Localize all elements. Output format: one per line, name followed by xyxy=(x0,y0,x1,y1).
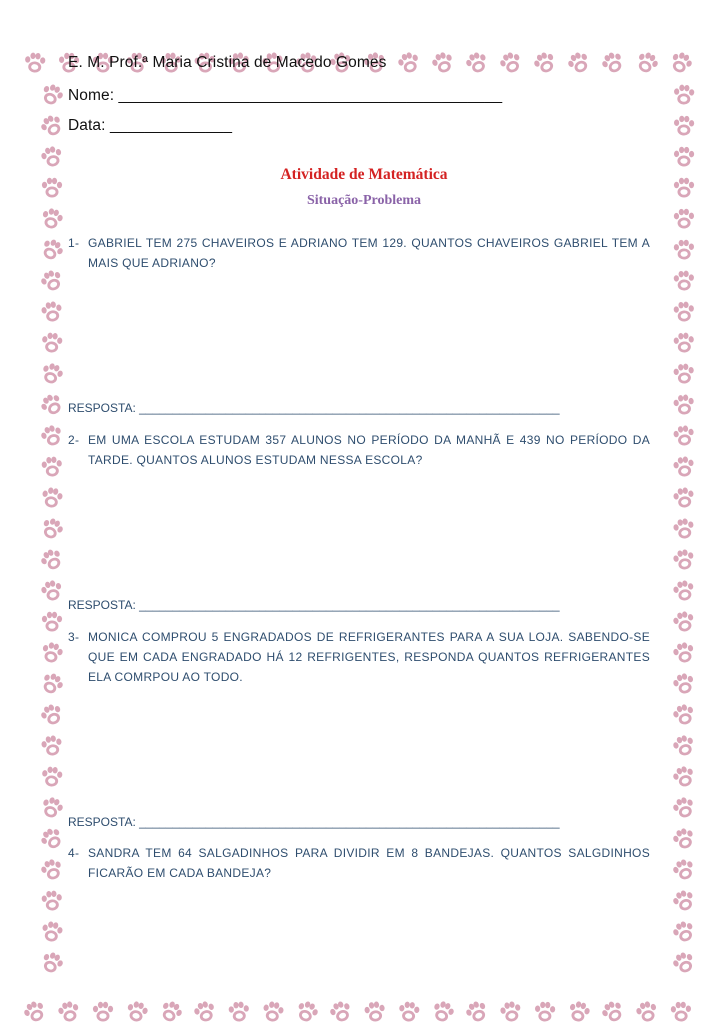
paw-print-icon xyxy=(39,733,65,759)
paw-print-icon xyxy=(39,113,65,139)
paw-print-icon xyxy=(39,857,65,883)
question-number: 3- xyxy=(68,630,80,644)
paw-print-icon xyxy=(464,50,490,76)
question-4 xyxy=(68,843,650,883)
paw-print-icon xyxy=(671,795,697,821)
paw-print-icon xyxy=(90,999,116,1025)
paw-print-icon xyxy=(39,919,65,945)
paw-print-icon xyxy=(22,999,48,1025)
paw-print-icon xyxy=(396,50,422,76)
paw-print-icon xyxy=(226,999,252,1025)
paw-print-icon xyxy=(671,640,697,666)
paw-print-icon xyxy=(39,516,65,542)
question-number: 4- xyxy=(68,846,80,860)
activity-title: Atividade de Matemática xyxy=(280,166,448,183)
paw-print-icon xyxy=(39,826,65,852)
answer-line-2: RESPOSTA: _______________________________________________________________ xyxy=(68,598,560,612)
paw-print-icon xyxy=(671,237,697,263)
paw-print-icon xyxy=(362,999,388,1025)
paw-print-icon xyxy=(39,764,65,790)
question-2 xyxy=(68,430,650,470)
date-field-line: Data: ______________ xyxy=(68,117,233,134)
paw-print-icon xyxy=(600,50,626,76)
paw-print-icon xyxy=(39,423,65,449)
paw-print-icon xyxy=(39,547,65,573)
paw-print-icon xyxy=(671,888,697,914)
paw-print-icon xyxy=(294,999,320,1025)
question-text: SANDRA TEM 64 SALGADINHOS PARA DIVIDIR EM 8 BANDEJAS. QUANTOS SALGDINHOS FICARÃO EM CADA BANDEJA? xyxy=(88,846,650,880)
paw-print-icon xyxy=(671,733,697,759)
paw-print-icon xyxy=(39,206,65,232)
paw-print-icon xyxy=(22,50,48,76)
paw-print-icon xyxy=(39,454,65,480)
paw-print-icon xyxy=(671,113,697,139)
paw-print-icon xyxy=(39,299,65,325)
question-text: GABRIEL TEM 275 CHAVEIROS E ADRIANO TEM 129. QUANTOS CHAVEIROS GABRIEL TEM A MAIS QUE ADRIANO? xyxy=(88,236,650,270)
paw-print-icon xyxy=(668,50,694,76)
paw-print-icon xyxy=(39,237,65,263)
school-name: E. M. Prof.ª Maria Cristina de Macedo Gomes xyxy=(68,54,387,71)
paw-print-icon xyxy=(39,702,65,728)
paw-print-icon xyxy=(39,888,65,914)
activity-subtitle: Situação-Problema xyxy=(306,193,422,208)
paw-print-icon xyxy=(498,999,524,1025)
paw-print-icon xyxy=(396,999,422,1025)
paw-print-icon xyxy=(671,578,697,604)
paw-print-icon xyxy=(192,999,218,1025)
paw-print-icon xyxy=(671,392,697,418)
paw-print-icon xyxy=(39,609,65,635)
paw-print-icon xyxy=(260,999,286,1025)
paw-print-icon xyxy=(634,50,660,76)
paw-print-icon xyxy=(532,999,558,1025)
paw-print-icon xyxy=(671,330,697,356)
paw-print-icon xyxy=(671,361,697,387)
paw-print-icon xyxy=(671,423,697,449)
paw-print-icon xyxy=(124,999,150,1025)
paw-print-icon xyxy=(566,50,592,76)
paw-print-icon xyxy=(39,268,65,294)
paw-print-icon xyxy=(39,795,65,821)
paw-print-icon xyxy=(39,950,65,976)
paw-print-icon xyxy=(671,516,697,542)
question-number: 2- xyxy=(68,433,80,447)
question-1 xyxy=(68,233,650,273)
question-text: EM UMA ESCOLA ESTUDAM 357 ALUNOS NO PERÍODO DA MANHÃ E 439 NO PERÍODO DA TARDE. QUANTOS ALUNOS ESTUDAM NESSA ESCOLA? xyxy=(88,433,650,467)
paw-print-icon xyxy=(566,999,592,1025)
paw-print-icon xyxy=(671,485,697,511)
answer-line-3: RESPOSTA: _______________________________________________________________ xyxy=(68,815,560,829)
paw-print-icon xyxy=(671,82,697,108)
paw-print-icon xyxy=(671,299,697,325)
question-text: MONICA COMPROU 5 ENGRADADOS DE REFRIGERANTES PARA A SUA LOJA. SABENDO-SE QUE EM CADA ENGRADADO HÁ 12 REFRIGENTES, RESPONDA QUANTOS REFRIGERANTES ELA COMRPOU AO TODO. xyxy=(88,630,650,684)
paw-print-icon xyxy=(430,50,456,76)
paw-print-icon xyxy=(498,50,524,76)
paw-print-icon xyxy=(39,640,65,666)
paw-print-icon xyxy=(39,578,65,604)
question-3 xyxy=(68,627,650,687)
paw-print-icon xyxy=(158,999,184,1025)
paw-print-icon xyxy=(671,671,697,697)
paw-print-icon xyxy=(668,999,694,1025)
paw-print-icon xyxy=(671,609,697,635)
paw-print-icon xyxy=(39,392,65,418)
paw-print-icon xyxy=(328,999,354,1025)
paw-print-icon xyxy=(671,268,697,294)
paw-print-icon xyxy=(671,826,697,852)
name-field-line: Nome: ____________________________________________ xyxy=(68,87,503,104)
paw-print-icon xyxy=(39,671,65,697)
paw-print-icon xyxy=(39,330,65,356)
paw-print-icon xyxy=(671,702,697,728)
paw-print-icon xyxy=(671,857,697,883)
paw-print-icon xyxy=(671,764,697,790)
paw-print-icon xyxy=(56,999,82,1025)
paw-print-icon xyxy=(39,361,65,387)
paw-print-icon xyxy=(39,485,65,511)
paw-print-icon xyxy=(532,50,558,76)
paw-print-icon xyxy=(39,82,65,108)
paw-print-icon xyxy=(671,206,697,232)
paw-print-icon xyxy=(464,999,490,1025)
paw-print-icon xyxy=(671,919,697,945)
paw-print-icon xyxy=(671,454,697,480)
paw-print-icon xyxy=(671,950,697,976)
paw-print-icon xyxy=(600,999,626,1025)
question-number: 1- xyxy=(68,236,80,250)
paw-print-icon xyxy=(671,547,697,573)
answer-line-1: RESPOSTA: _______________________________________________________________ xyxy=(68,401,560,415)
paw-print-icon xyxy=(430,999,456,1025)
paw-print-icon xyxy=(634,999,660,1025)
